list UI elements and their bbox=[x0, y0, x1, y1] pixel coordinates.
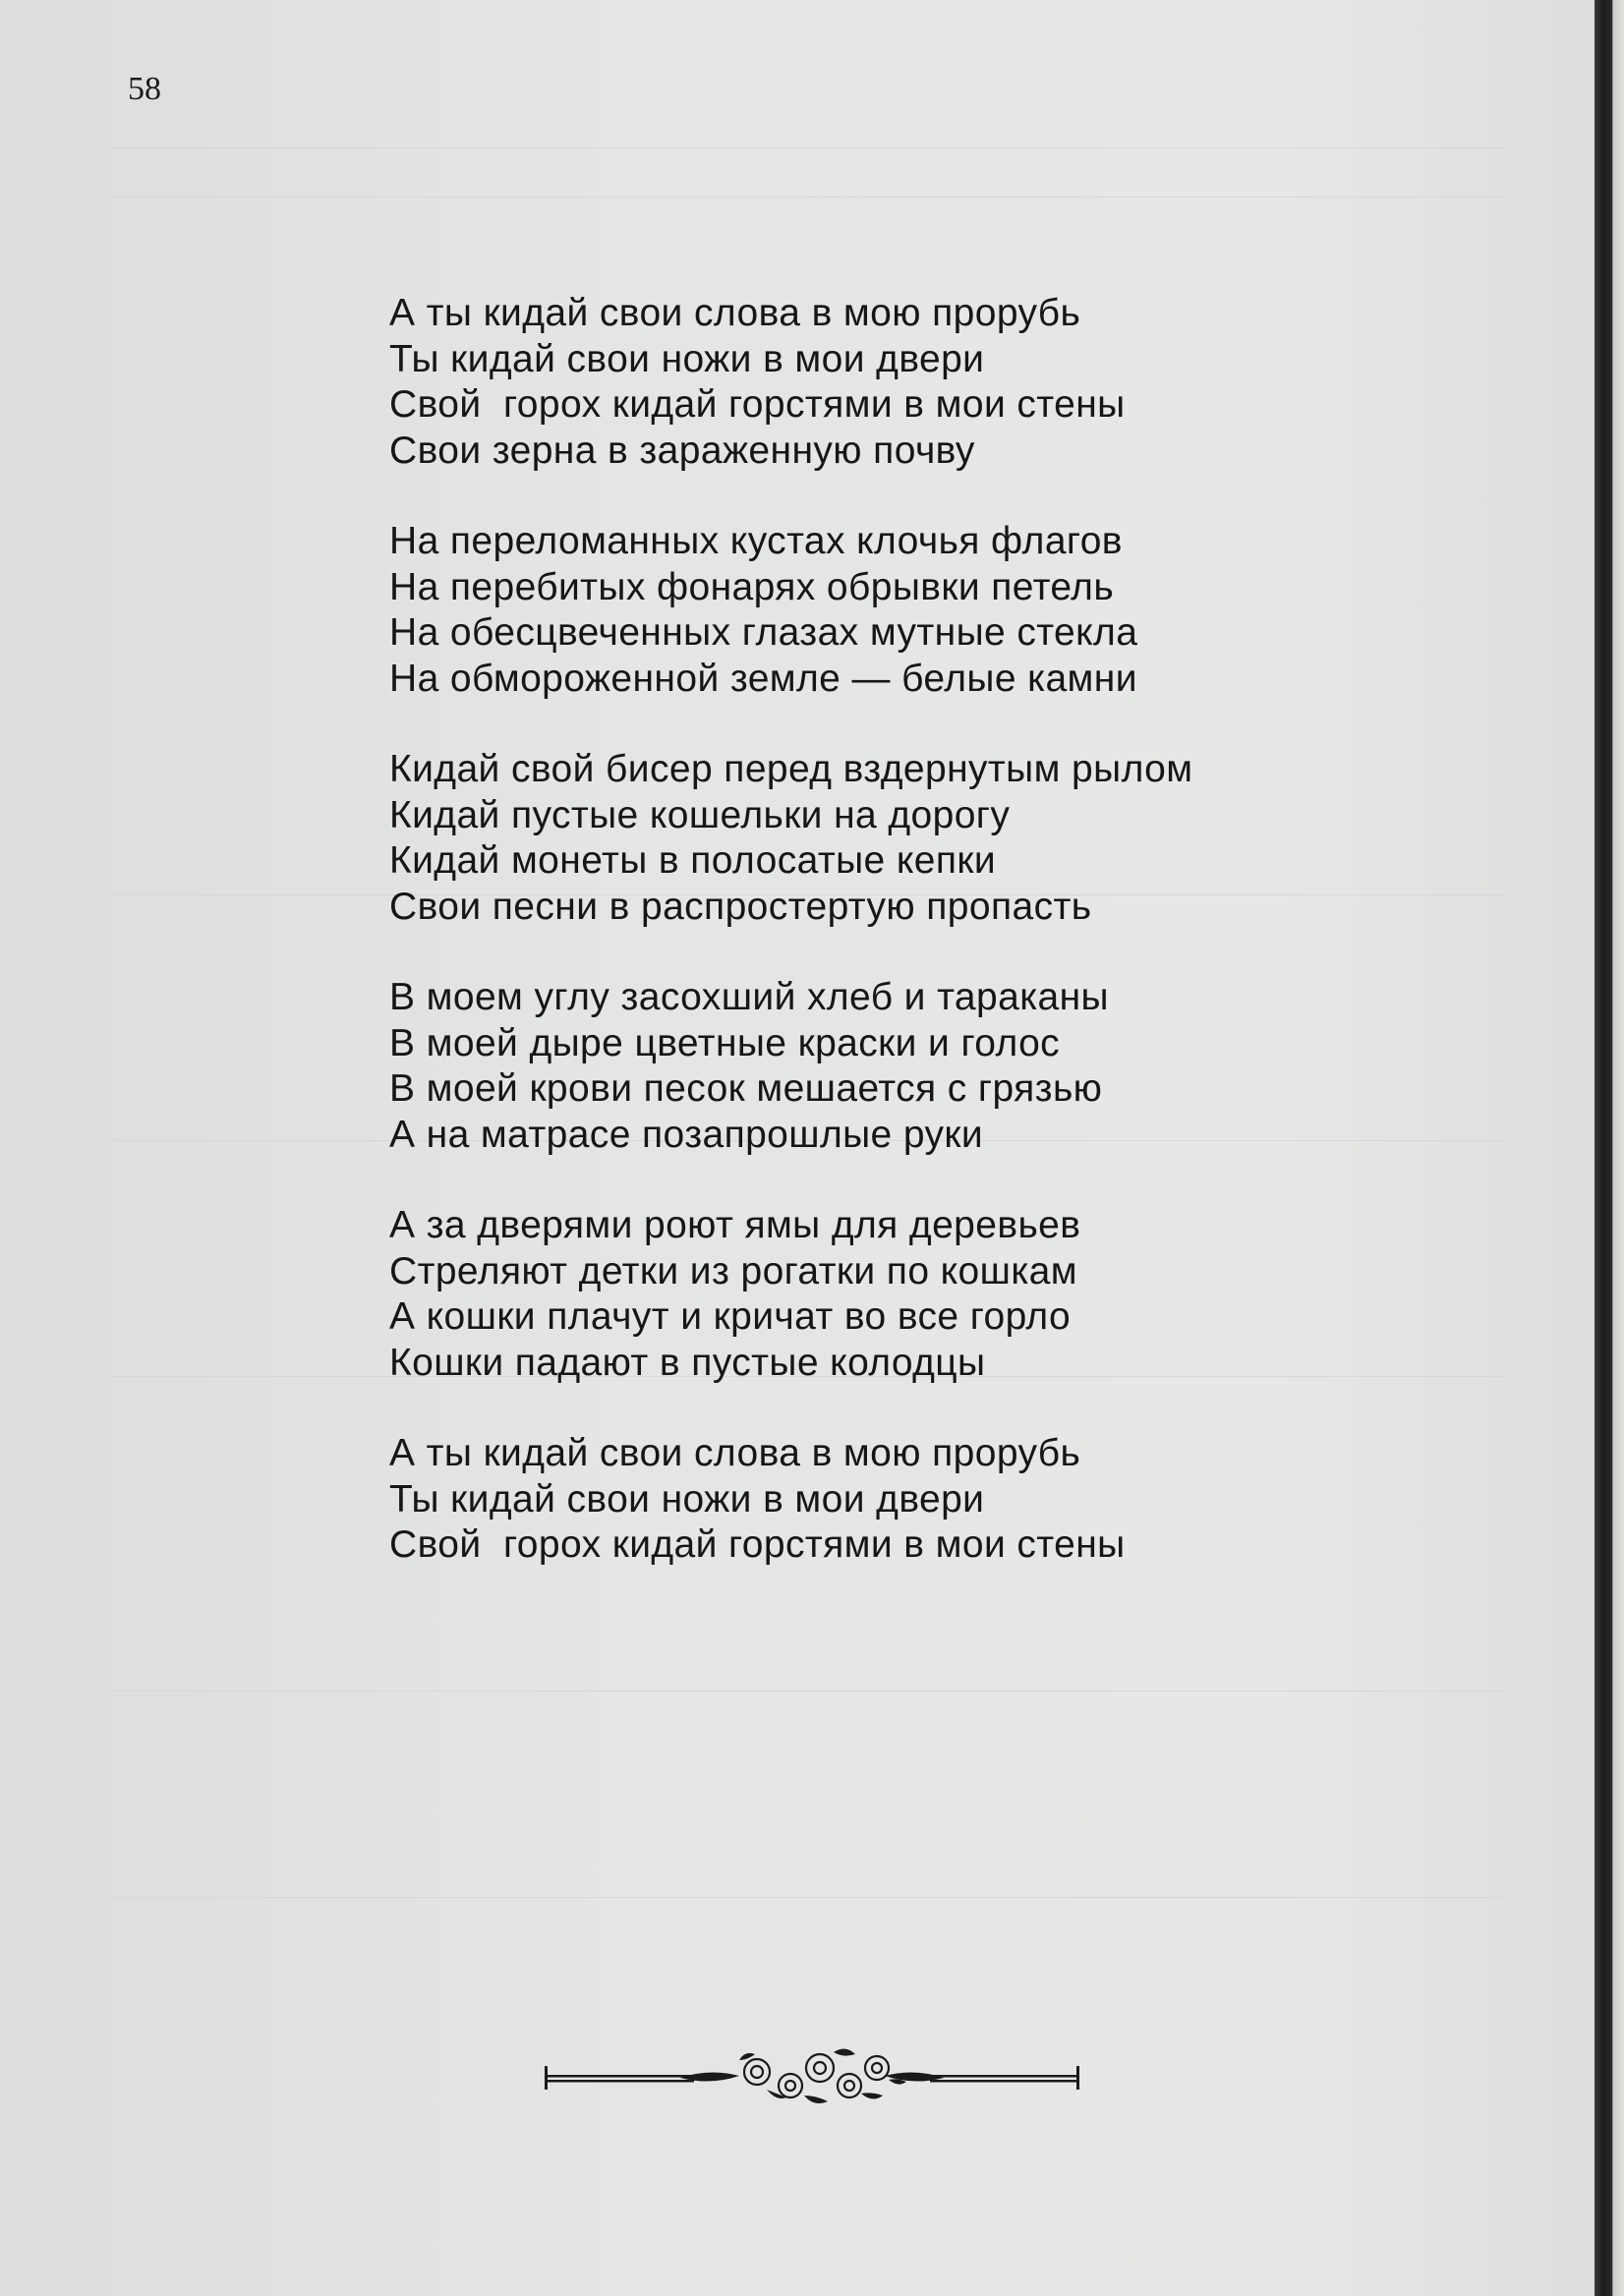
poem-line: На обесцвеченных глазах мутные стекла bbox=[389, 611, 1138, 654]
poem-line: Свой горох кидай горстями в мои стены bbox=[389, 1523, 1126, 1566]
poem-line: В моей дыре цветные краски и голос bbox=[389, 1021, 1061, 1064]
stanza bbox=[389, 975, 1372, 1158]
poem-line: А на матрасе позапрошлые руки bbox=[389, 1113, 984, 1156]
poem-line: В моем углу засохший хлеб и тараканы bbox=[389, 976, 1109, 1018]
poem-line: Свой горох кидай горстями в мои стены bbox=[389, 383, 1126, 426]
stanza bbox=[389, 1431, 1372, 1569]
poem-line: Кидай свой бисер перед вздернутым рылом bbox=[389, 748, 1193, 790]
poem-line: На переломанных кустах клочья флагов bbox=[389, 520, 1123, 562]
bleed-through-line bbox=[108, 1691, 1504, 1692]
poem-line: А за дверями роют ямы для деревьев bbox=[389, 1204, 1081, 1246]
stanza bbox=[389, 291, 1372, 474]
poem-line: На обмороженной земле — белые камни bbox=[389, 657, 1137, 700]
poem-line: На перебитых фонарях обрывки петель bbox=[389, 565, 1115, 608]
poem-line: Ты кидай свои ножи в мои двери bbox=[389, 1477, 985, 1521]
poem-line: А ты кидай свои слова в мою прорубь bbox=[389, 1432, 1081, 1474]
stanza bbox=[389, 1203, 1372, 1386]
poem-line: Ты кидай свои ножи в мои двери bbox=[389, 337, 985, 380]
poem-line: Свои песни в распростертую пропасть bbox=[389, 885, 1092, 928]
poem-line: Стреляют детки из рогатки по кошкам bbox=[389, 1249, 1077, 1292]
poem-line: Кидай монеты в полосатые кепки bbox=[389, 839, 997, 882]
poem-line: А кошки плачут и кричат во все горло bbox=[389, 1295, 1072, 1338]
book-spine-edge bbox=[1595, 0, 1624, 2296]
poem-line: В моей крови песок мешается с грязью bbox=[389, 1067, 1103, 1110]
page-number: 58 bbox=[128, 71, 161, 107]
poem bbox=[389, 291, 1372, 1614]
poem-line: Кидай пустые кошельки на дорогу bbox=[389, 793, 1011, 836]
bleed-through-line bbox=[108, 147, 1504, 148]
poem-line: А ты кидай свои слова в мою прорубь bbox=[389, 292, 1081, 334]
stanza bbox=[389, 519, 1372, 702]
bleed-through-line bbox=[108, 1897, 1504, 1898]
floral-divider-icon bbox=[543, 2038, 1081, 2117]
poem-line: Свои зерна в зараженную почву bbox=[389, 429, 975, 472]
bleed-through-line bbox=[108, 197, 1504, 198]
stanza bbox=[389, 747, 1372, 930]
poem-line: Кошки падают в пустые колодцы bbox=[389, 1341, 986, 1384]
